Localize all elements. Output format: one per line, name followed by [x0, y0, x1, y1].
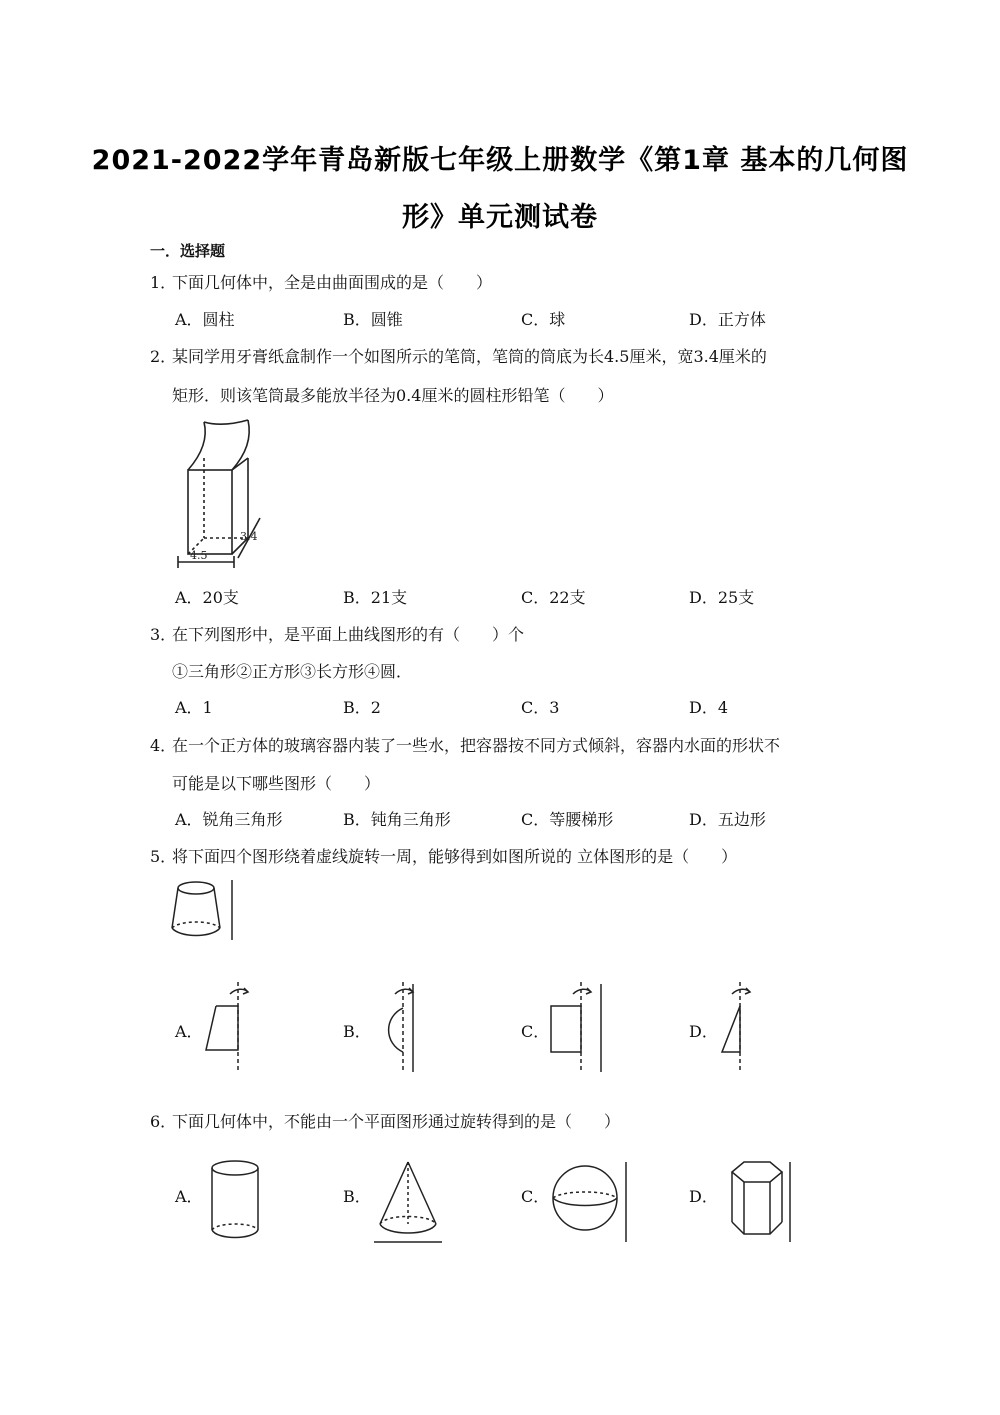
question-text-line-1: 在下列图形中，是平面上曲线图形的有（ ）个 [172, 625, 525, 644]
option-b: B．钝角三角形 [343, 810, 451, 829]
question-text-line-1: 某同学用牙膏纸盒制作一个如图所示的笔筒，笔筒的筒底为长4.5厘米，宽3.4厘米的 [172, 347, 767, 366]
option-b-cone-figure[interactable] [368, 1158, 448, 1252]
option-d: D．正方体 [689, 310, 766, 329]
frustum-figure [170, 878, 240, 948]
option-b: B． [343, 1187, 371, 1206]
option-d: D．4 [689, 698, 729, 717]
question-number: 6． [150, 1112, 177, 1131]
question-text-line-2: 可能是以下哪些图形（ ） [172, 774, 381, 793]
option-b: B．2 [343, 698, 381, 717]
option-a: A． [175, 1187, 203, 1206]
option-b: B．圆锥 [343, 310, 403, 329]
option-a: A．锐角三角形 [175, 810, 283, 829]
question-number: 5． [150, 847, 177, 866]
option-d: D． [689, 1187, 718, 1206]
option-c: C．等腰梯形 [521, 810, 614, 829]
dimension-length: 4.5 [190, 549, 208, 562]
dimension-width: 3.4 [240, 530, 258, 543]
question-text: 下面几何体中，全是由曲面围成的是（ ） [172, 273, 493, 292]
question-text: 下面几何体中，不能由一个平面图形通过旋转得到的是（ ） [172, 1112, 621, 1131]
question-6 [150, 1112, 620, 1132]
question-text: 将下面四个图形绕着虚线旋转一周，能够得到如图所说的 立体图形的是（ ） [172, 847, 738, 866]
option-d: D．25支 [689, 588, 755, 607]
question-number: 4． [150, 736, 177, 755]
option-a: A．圆柱 [175, 310, 235, 329]
question-text-line-2: ①三角形②正方形③长方形④圆． [172, 662, 413, 681]
pen-holder-figure [168, 418, 278, 572]
option-a: A．1 [175, 698, 213, 717]
option-b: B． [343, 1022, 371, 1041]
question-2 [150, 347, 767, 367]
question-text-line-2: 矩形．则该笔筒最多能放半径为0.4厘米的圆柱形铅笔（ ） [172, 386, 614, 405]
question-text-line-1: 在一个正方体的玻璃容器内装了一些水，把容器按不同方式倾斜，容器内水面的形状不 [172, 736, 781, 755]
option-c-rectangle-figure[interactable] [543, 980, 603, 1079]
option-c-sphere-figure[interactable] [545, 1158, 635, 1252]
question-4 [150, 736, 780, 756]
question-3 [150, 625, 524, 645]
question-5 [150, 847, 737, 867]
question-number: 3． [150, 625, 177, 644]
option-b-semicircle-figure[interactable] [365, 980, 425, 1079]
option-b: B．21支 [343, 588, 408, 607]
option-a-trapezoid-figure[interactable] [200, 980, 260, 1079]
option-c: C． [521, 1022, 550, 1041]
option-a: A．20支 [175, 588, 239, 607]
option-c: C．3 [521, 698, 560, 717]
option-a: A． [175, 1022, 203, 1041]
page-title-line-2: 形》单元测试卷 [402, 202, 598, 233]
option-c: C．球 [521, 310, 566, 329]
option-d: D． [689, 1022, 718, 1041]
page-title-line-1: 2021-2022学年青岛新版七年级上册数学《第1章 基本的几何图 [91, 145, 909, 176]
question-1 [150, 273, 492, 293]
option-d-triangle-figure[interactable] [712, 980, 772, 1079]
option-c: C．22支 [521, 588, 586, 607]
question-number: 2． [150, 347, 177, 366]
option-a-cylinder-figure[interactable] [205, 1158, 275, 1252]
section-heading: 一．选择题 [150, 242, 226, 260]
option-c: C． [521, 1187, 550, 1206]
option-d: D．五边形 [689, 810, 766, 829]
question-number: 1． [150, 273, 177, 292]
option-d-hexagonal-prism-figure[interactable] [718, 1158, 808, 1252]
